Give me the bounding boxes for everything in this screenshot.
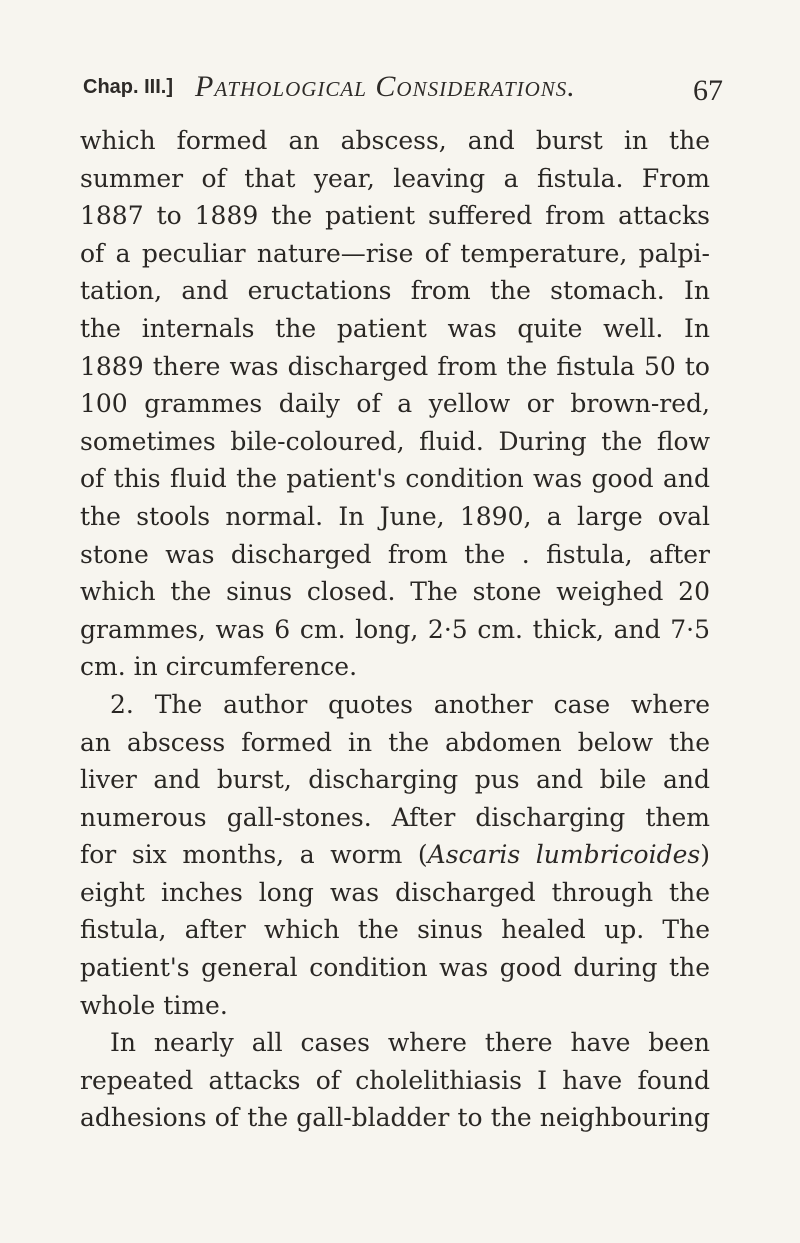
text-line: 2. The author quotes another case where: [110, 689, 710, 719]
text-line: the stools normal. In June, 1890, a large oval: [80, 501, 710, 531]
running-title: Pathological Considerations.: [195, 70, 576, 103]
text-line: fistula, after which the sinus healed up. The: [80, 915, 710, 945]
text-line: whole time.: [80, 990, 228, 1020]
text-segment: ): [700, 840, 710, 870]
text-line: 1887 to 1889 the patient suffered from attacks: [80, 201, 710, 231]
text-line: stone was discharged from the . fistula, after: [80, 539, 710, 569]
chapter-label: Chap. III.]: [83, 76, 173, 98]
text-line: liver and burst, discharging pus and bile and: [80, 765, 710, 795]
text-line: 100 grammes daily of a yellow or brown-red,: [80, 389, 710, 419]
text-line: which the sinus closed. The stone weighed 20: [80, 577, 710, 607]
text-line: of a peculiar nature—rise of temperature, palpi-: [80, 238, 710, 268]
text-line: In nearly all cases where there have been: [110, 1028, 710, 1058]
page-number: 67: [693, 74, 723, 107]
text-line: 1889 there was discharged from the fistula 50 to: [80, 351, 710, 381]
text-line: sometimes bile-coloured, fluid. During the flow: [80, 426, 710, 456]
species-name: Ascaris lumbricoides: [427, 840, 701, 870]
text-line: summer of that year, leaving a fistula. From: [80, 163, 710, 193]
text-line: an abscess formed in the abdomen below the: [80, 727, 710, 757]
text-line: of this fluid the patient's condition was good and: [80, 464, 710, 494]
text-line: the internals the patient was quite well. In: [80, 313, 710, 343]
text-line: cm. in circumference.: [80, 652, 358, 682]
text-line: eight inches long was discharged through the: [80, 877, 710, 907]
text-line: grammes, was 6 cm. long, 2·5 cm. thick, and 7·5: [80, 614, 710, 644]
body-text: [80, 122, 710, 1137]
text-line: tation, and eructations from the stomach. In: [80, 276, 710, 306]
text-line: patient's general condition was good during the: [80, 953, 710, 983]
text-line: adhesions of the gall-bladder to the neighbouring: [80, 1103, 710, 1133]
text-line-with-italic: [80, 836, 710, 874]
text-segment: for six months, a worm (: [80, 840, 428, 870]
running-header: [83, 70, 723, 110]
text-line: numerous gall-stones. After discharging them: [80, 802, 710, 832]
text-line: repeated attacks of cholelithiasis I have found: [80, 1065, 710, 1095]
text-line: which formed an abscess, and burst in the: [80, 126, 710, 155]
